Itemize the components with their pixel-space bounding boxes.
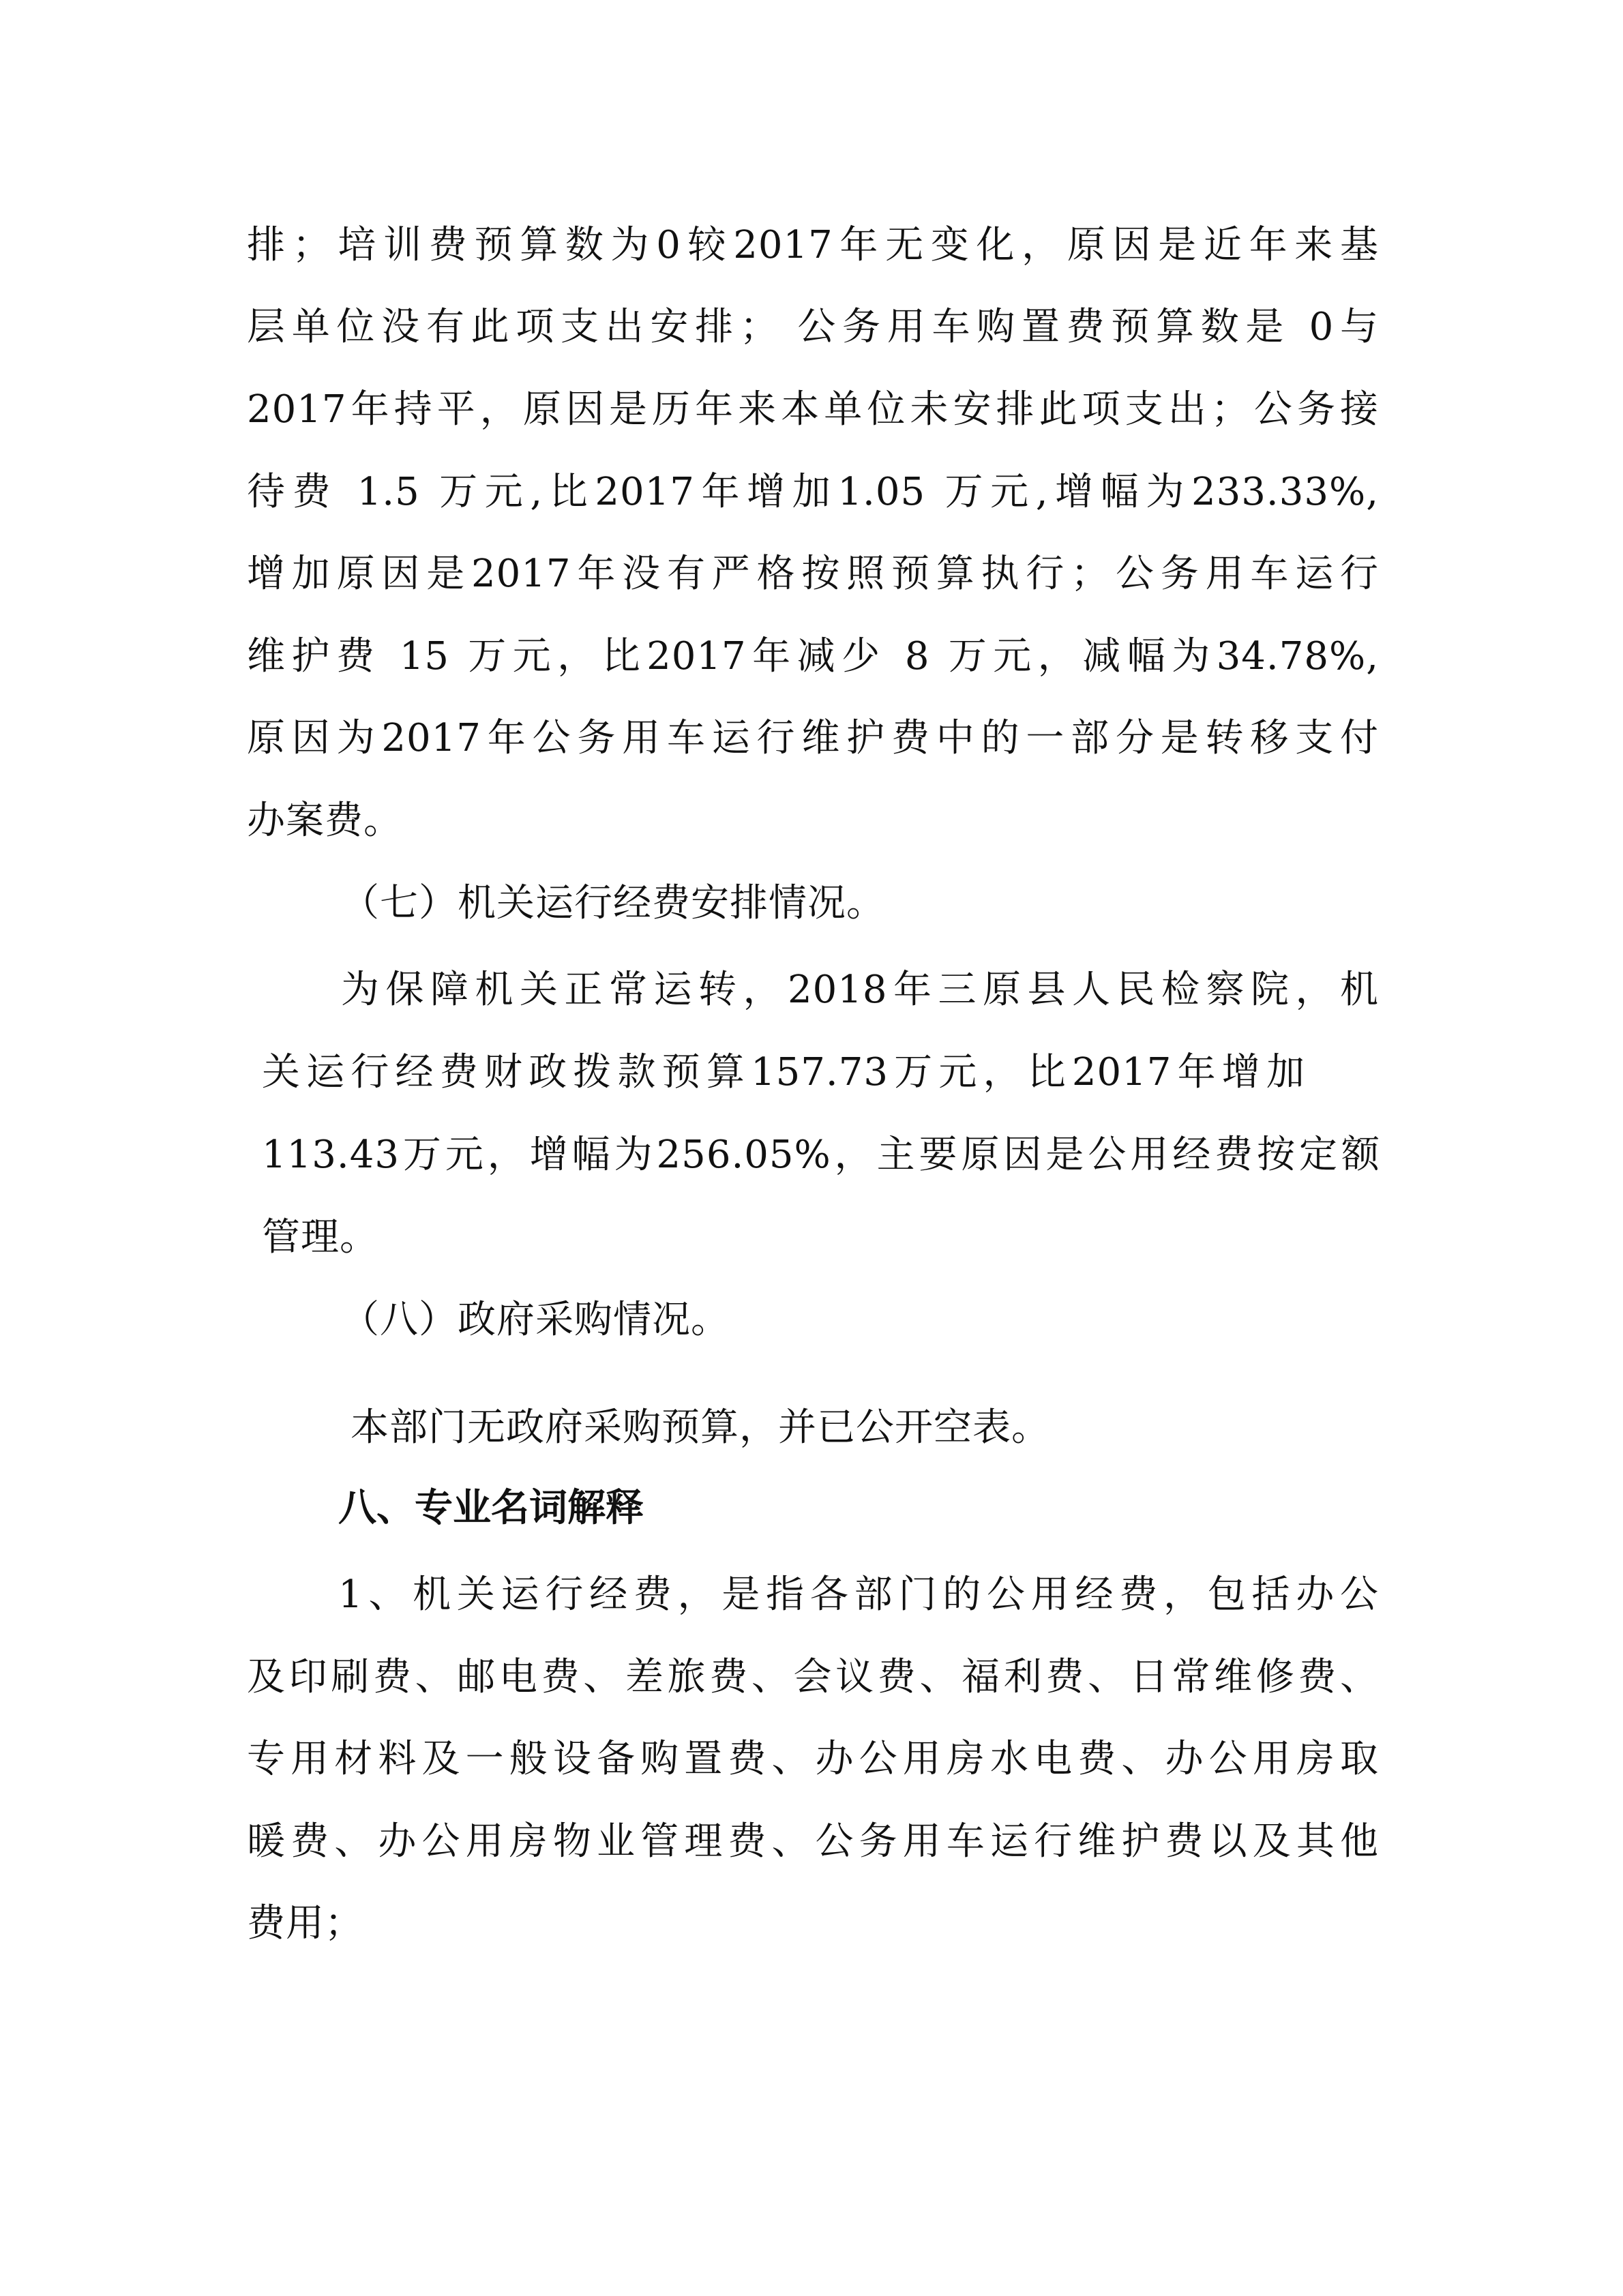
paragraph-line: 办案费。 [247,799,402,843]
paragraph-line: 层单位没有此项支出安排； 公务用车购置费预算数是 0与 [247,305,1379,349]
section-title: （七）机关运行经费安排情况。 [341,881,885,925]
paragraph-line: 及印刷费、邮电费、差旅费、会议费、福利费、日常维修费、 [247,1655,1379,1699]
paragraph-line: 关运行经费财政拨款预算157.73万元，比2017年增加 [262,1050,1305,1094]
paragraph-line: 为保障机关正常运转，2018年三原县人民检察院，机 [341,968,1379,1012]
paragraph-line: 维护费 15 万元，比2017年减少 8 万元，减幅为34.78%, [247,634,1379,679]
paragraph-line: 专用材料及一般设备购置费、办公用房水电费、办公用房取 [247,1737,1379,1781]
paragraph-line: 待费 1.5 万元,比2017年增加1.05 万元,增幅为233.33%, [247,470,1379,514]
paragraph-line: 1、机关运行经费，是指各部门的公用经费，包括办公 [338,1572,1379,1617]
paragraph-line: 本部门无政府采购预算，并已公开空表。 [351,1405,1050,1450]
paragraph-line: 113.43万元，增幅为256.05%，主要原因是公用经费按定额 [262,1133,1380,1177]
paragraph-line: 增加原因是2017年没有严格按照预算执行；公务用车运行 [247,552,1379,596]
chapter-heading: 八、专业名词解释 [338,1486,644,1530]
paragraph-line: 费用； [247,1901,363,1945]
paragraph-line: 暖费、办公用房物业管理费、公务用车运行维护费以及其他 [247,1819,1379,1864]
paragraph-line: 原因为2017年公务用车运行维护费中的一部分是转移支付 [247,716,1379,760]
paragraph-line: 排；培训费预算数为0较2017年无变化，原因是近年来基 [247,223,1379,267]
paragraph-line: 2017年持平，原因是历年来本单位未安排此项支出；公务接 [247,387,1379,432]
section-title: （八）政府采购情况。 [341,1298,730,1342]
paragraph-line: 管理。 [262,1215,378,1259]
